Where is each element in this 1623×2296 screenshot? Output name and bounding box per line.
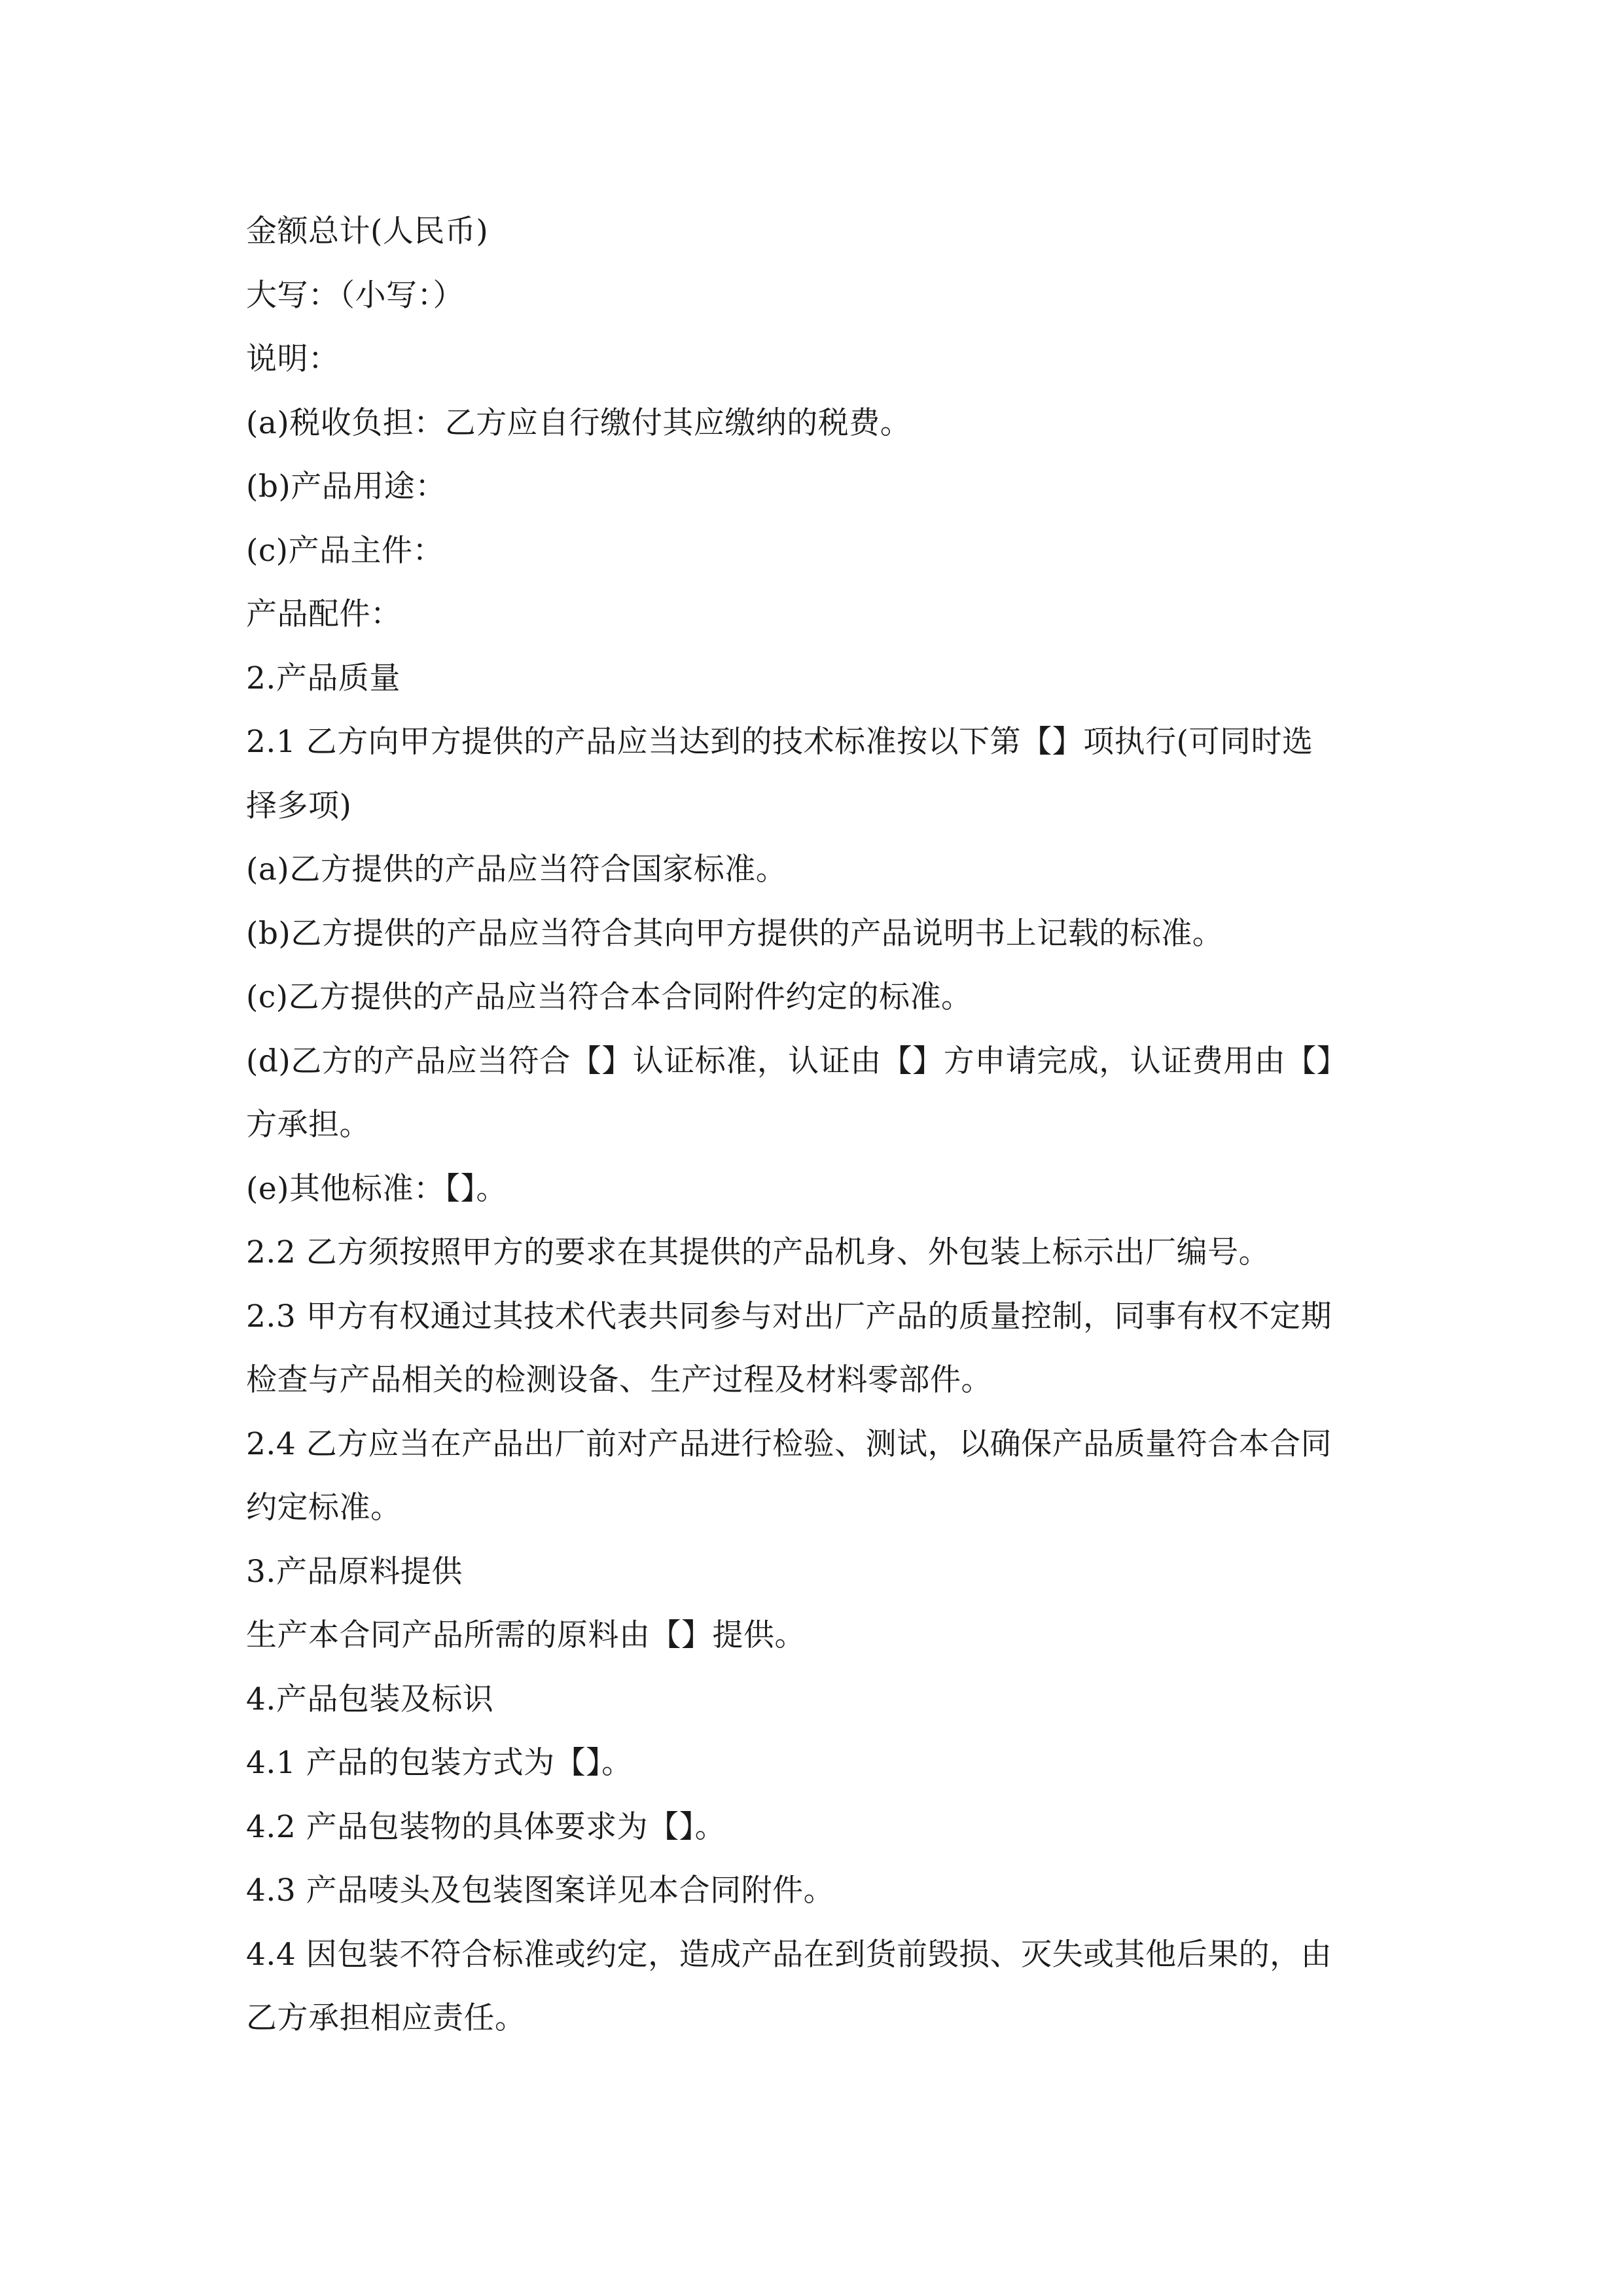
text-line-2-1-c: (c)乙方提供的产品应当符合本合同附件约定的标准。 — [246, 979, 972, 1015]
text-line-materials: 生产本合同产品所需的原料由【】提供。 — [246, 1617, 806, 1653]
text-line-2-4-cont: 约定标准。 — [246, 1490, 402, 1526]
text-line-product-use: (b)产品用途： — [246, 469, 446, 505]
text-line-4-4: 4.4 因包装不符合标准或约定，造成产品在到货前毁损、灭失或其他后果的，由 — [246, 1936, 1332, 1973]
section-heading-packaging: 4.产品包装及标识 — [246, 1681, 494, 1717]
text-line-2-1-e: (e)其他标准：【】。 — [246, 1170, 507, 1207]
text-line-2-3-cont: 检查与产品相关的检测设备、生产过程及材料零部件。 — [246, 1362, 992, 1398]
text-line-2-1-a: (a)乙方提供的产品应当符合国家标准。 — [246, 852, 787, 888]
text-line-amount-words: 大写：（小写：） — [246, 277, 464, 314]
text-line-2-2: 2.2 乙方须按照甲方的要求在其提供的产品机身、外包装上标示出厂编号。 — [246, 1234, 1270, 1270]
text-line-4-4-cont: 乙方承担相应责任。 — [246, 2000, 526, 2036]
text-line-2-1-b: (b)乙方提供的产品应当符合其向甲方提供的产品说明书上记载的标准。 — [246, 915, 1224, 952]
text-line-notes: 说明： — [246, 341, 340, 377]
text-line-4-2: 4.2 产品包装物的具体要求为【】。 — [246, 1808, 726, 1845]
text-line-accessories: 产品配件： — [246, 596, 402, 632]
text-line-2-4: 2.4 乙方应当在产品出厂前对产品进行检验、测试，以确保产品质量符合本合同 — [246, 1426, 1332, 1462]
text-line-2-1-d: (d)乙方的产品应当符合【】认证标准，认证由【】方申请完成，认证费用由【】 — [246, 1043, 1348, 1079]
text-line-4-3: 4.3 产品唛头及包装图案详见本合同附件。 — [246, 1873, 835, 1909]
text-line-2-3: 2.3 甲方有权通过其技术代表共同参与对出厂产品的质量控制，同事有权不定期 — [246, 1298, 1332, 1335]
text-line-4-1: 4.1 产品的包装方式为【】。 — [246, 1745, 633, 1781]
text-line-2-1: 2.1 乙方向甲方提供的产品应当达到的技术标准按以下第【】项执行(可同时选 — [246, 724, 1313, 760]
text-line-tax: (a)税收负担：乙方应自行缴付其应缴纳的税费。 — [246, 404, 912, 441]
text-line-2-1-d-cont: 方承担。 — [246, 1107, 370, 1143]
text-line-total-amount: 金额总计(人民币) — [246, 213, 489, 249]
section-heading-materials: 3.产品原料提供 — [246, 1553, 463, 1590]
document-body — [246, 200, 1398, 2051]
text-line-2-1-cont: 择多项) — [246, 787, 352, 824]
section-heading-quality: 2.产品质量 — [246, 660, 401, 696]
text-line-main-part: (c)产品主件： — [246, 532, 444, 569]
